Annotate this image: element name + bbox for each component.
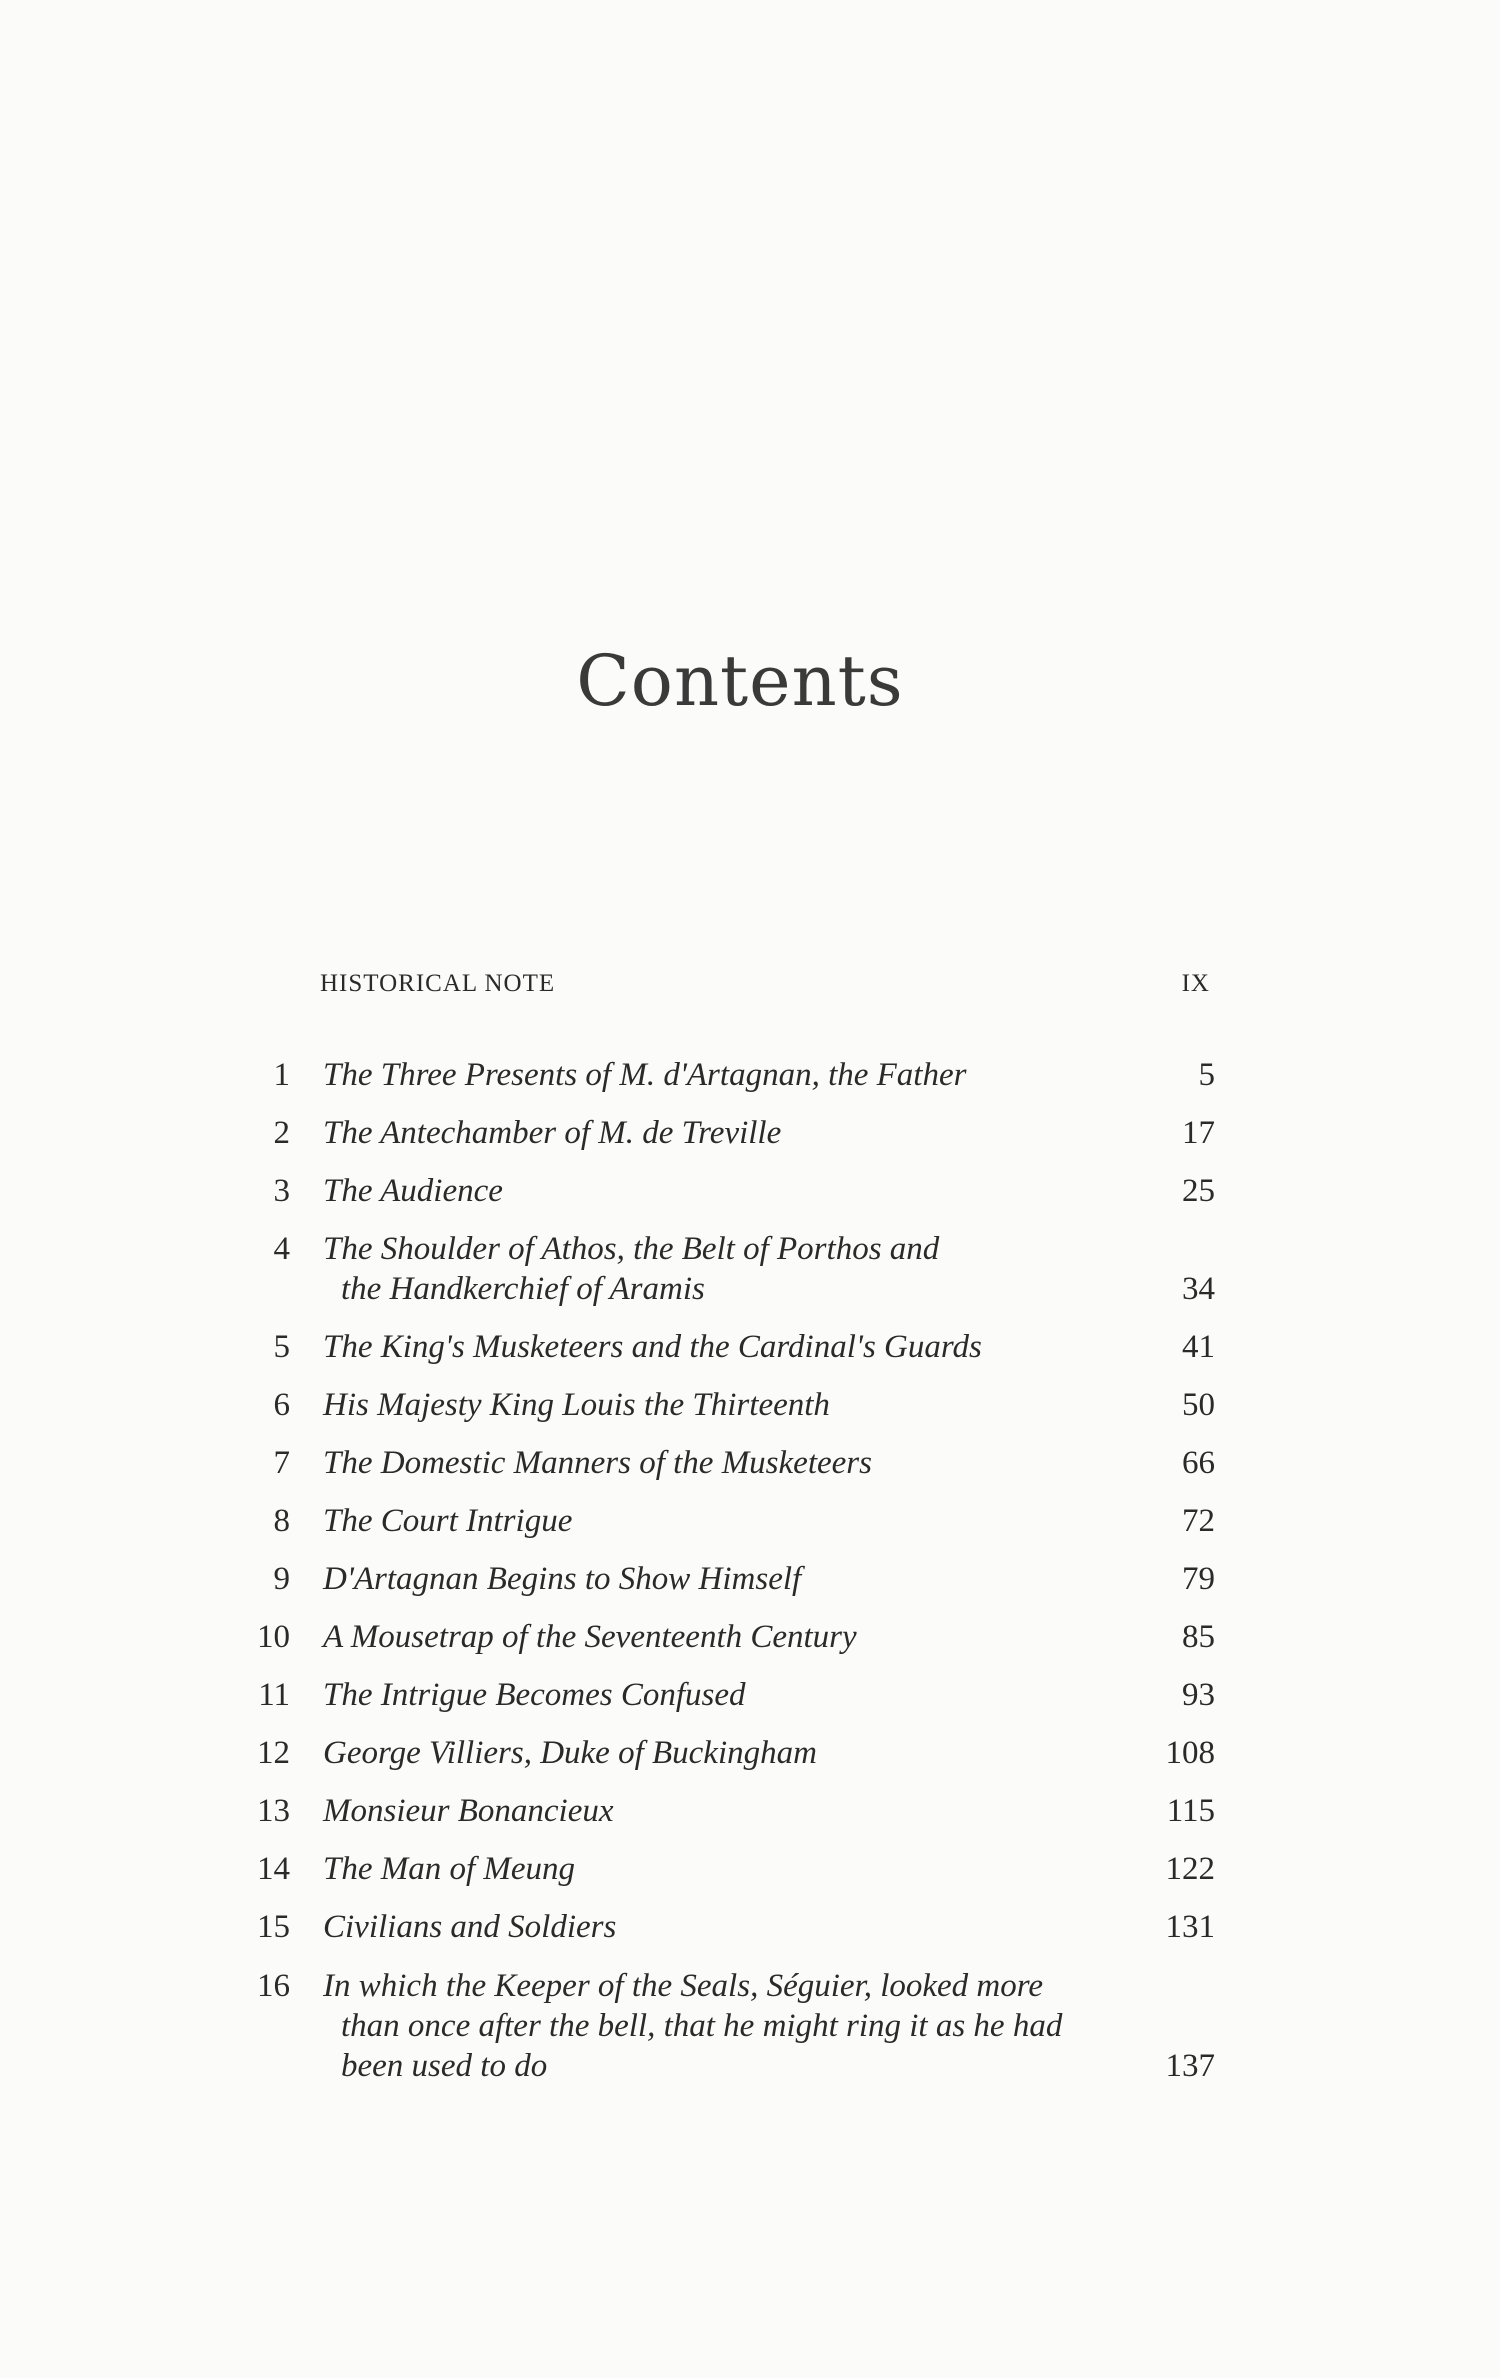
chapter-title-line: The Court Intrigue bbox=[323, 1503, 573, 1539]
chapter-title bbox=[323, 1559, 1123, 1599]
chapter-number: 12 bbox=[257, 1735, 290, 1771]
chapter-number: 8 bbox=[273, 1503, 290, 1539]
chapter-title-line: been used to do bbox=[341, 2048, 548, 2084]
chapter-number: 5 bbox=[273, 1329, 290, 1365]
chapter-page-number: 5 bbox=[1198, 1057, 1215, 1093]
chapter-title-line: The Domestic Manners of the Musketeers bbox=[323, 1445, 872, 1481]
chapter-page-number: 34 bbox=[1182, 1271, 1215, 1307]
chapter-number: 7 bbox=[273, 1445, 290, 1481]
chapter-title bbox=[323, 1229, 1123, 1309]
chapter-number: 6 bbox=[273, 1387, 290, 1423]
chapter-number: 15 bbox=[257, 1909, 290, 1945]
chapter-title-line: the Handkerchief of Aramis bbox=[341, 1271, 705, 1307]
chapter-page-number: 79 bbox=[1182, 1561, 1215, 1597]
chapter-number: 4 bbox=[273, 1231, 290, 1267]
chapter-title bbox=[323, 1849, 1123, 1889]
chapter-title bbox=[323, 1966, 1123, 2086]
chapter-title bbox=[323, 1113, 1123, 1153]
chapter-title bbox=[323, 1733, 1123, 1773]
chapter-title bbox=[323, 1171, 1123, 1211]
chapter-page-number: 122 bbox=[1165, 1851, 1215, 1887]
chapter-page-number: 25 bbox=[1182, 1173, 1215, 1209]
chapter-title-line: The Antechamber of M. de Treville bbox=[323, 1115, 782, 1151]
chapter-number: 11 bbox=[258, 1677, 290, 1713]
chapter-title bbox=[323, 1443, 1123, 1483]
chapter-number: 13 bbox=[257, 1793, 290, 1829]
chapter-title-line: In which the Keeper of the Seals, Séguier, looked more bbox=[323, 1968, 1044, 2004]
chapter-title bbox=[323, 1907, 1123, 1947]
chapter-title bbox=[323, 1327, 1123, 1367]
chapter-title-line: than once after the bell, that he might ring it as he had bbox=[341, 2008, 1063, 2044]
chapter-page-number: 93 bbox=[1182, 1677, 1215, 1713]
chapter-title-line: A Mousetrap of the Seventeenth Century bbox=[323, 1619, 857, 1655]
chapter-page-number: 108 bbox=[1165, 1735, 1215, 1771]
chapter-title-line: Civilians and Soldiers bbox=[323, 1909, 617, 1945]
chapter-page-number: 41 bbox=[1182, 1329, 1215, 1365]
chapter-number: 3 bbox=[273, 1173, 290, 1209]
chapter-title-line: The Audience bbox=[323, 1173, 503, 1209]
chapter-page-number: 72 bbox=[1182, 1503, 1215, 1539]
chapter-title-line: The Three Presents of M. d'Artagnan, the Father bbox=[323, 1057, 967, 1093]
chapter-title-line: The Intrigue Becomes Confused bbox=[323, 1677, 746, 1713]
chapter-title-line: The Man of Meung bbox=[323, 1851, 576, 1887]
chapter-number: 9 bbox=[273, 1561, 290, 1597]
chapter-title-line: D'Artagnan Begins to Show Himself bbox=[323, 1561, 802, 1597]
chapter-title-line: George Villiers, Duke of Buckingham bbox=[323, 1735, 817, 1771]
chapter-page-number: 85 bbox=[1182, 1619, 1215, 1655]
chapter-title bbox=[323, 1791, 1123, 1831]
chapter-title bbox=[323, 1675, 1123, 1715]
chapter-page-number: 50 bbox=[1182, 1387, 1215, 1423]
chapter-title-line: The Shoulder of Athos, the Belt of Porthos and bbox=[323, 1231, 940, 1267]
page-title: Contents bbox=[576, 640, 904, 722]
chapter-number: 2 bbox=[273, 1115, 290, 1151]
chapter-title-line: The King's Musketeers and the Cardinal's Guards bbox=[323, 1329, 982, 1365]
historical-note-label: HISTORICAL NOTE bbox=[320, 970, 556, 997]
chapter-title bbox=[323, 1501, 1123, 1541]
chapter-page-number: 137 bbox=[1165, 2048, 1215, 2084]
chapter-number: 14 bbox=[257, 1851, 290, 1887]
chapter-page-number: 131 bbox=[1165, 1909, 1215, 1945]
chapter-title-line: Monsieur Bonancieux bbox=[323, 1793, 614, 1829]
chapter-number: 1 bbox=[273, 1057, 290, 1093]
historical-note-page: IX bbox=[1181, 970, 1210, 997]
chapter-number: 10 bbox=[257, 1619, 290, 1655]
chapter-title bbox=[323, 1385, 1123, 1425]
chapter-title-line: His Majesty King Louis the Thirteenth bbox=[323, 1387, 830, 1423]
chapter-title bbox=[323, 1055, 1123, 1095]
chapter-page-number: 115 bbox=[1166, 1793, 1215, 1829]
chapter-page-number: 17 bbox=[1182, 1115, 1215, 1151]
chapter-page-number: 66 bbox=[1182, 1445, 1215, 1481]
chapter-title bbox=[323, 1617, 1123, 1657]
chapter-number: 16 bbox=[257, 1968, 290, 2004]
